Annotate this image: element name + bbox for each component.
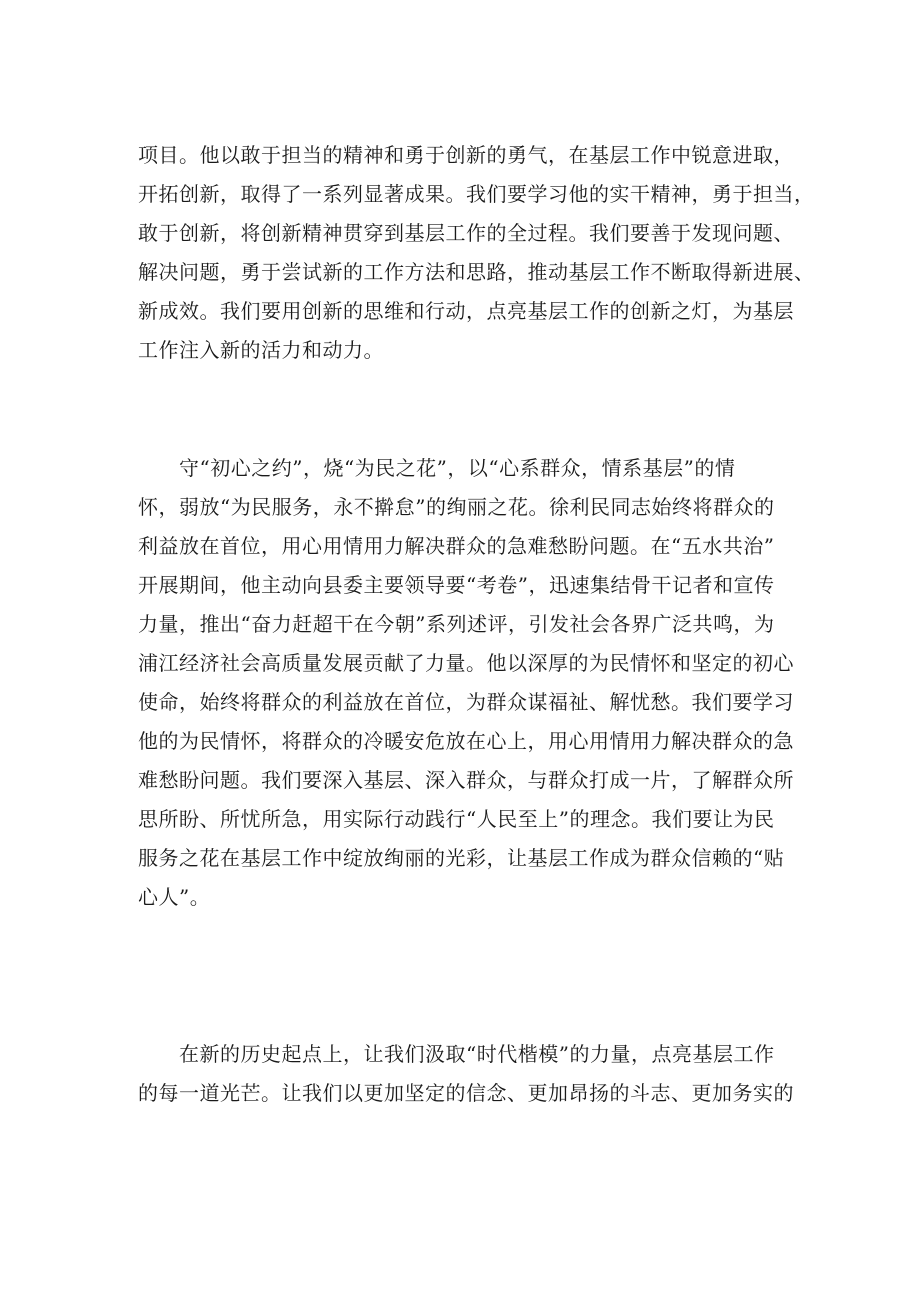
text-line: 守“初心之约”，烧“为民之花”，以“心系群众，情系基层”的情 <box>138 456 736 480</box>
text-line: 项目。他以敢于担当的精神和勇于创新的勇气，在基层工作中锐意进取， <box>138 143 794 167</box>
text-line: 开展期间，他主动向县委主要领导要“考卷”，迅速集结骨干记者和宣传 <box>138 573 775 597</box>
text-line: 服务之花在基层工作中绽放绚丽的光彩，让基层工作成为群众信赖的“贴 <box>138 846 785 870</box>
paragraph-3 <box>138 1035 798 1113</box>
text-line: 力量，推出“奋力赶超干在今朝”系列述评，引发社会各界广泛共鸣，为 <box>138 612 775 636</box>
text-line: 怀，弱放“为民服务，永不擀怠”的绚丽之花。徐利民同志始终将群众的 <box>138 495 775 519</box>
text-line: 心人”。 <box>138 885 211 909</box>
text-line: 利益放在首位，用心用情用力解决群众的急难愁盼问题。在“五水共治” <box>138 534 775 558</box>
text-line: 的每一道光芒。让我们以更加坚定的信念、更加昂扬的斗志、更加务实的 <box>138 1081 794 1105</box>
text-line: 工作注入新的活力和动力。 <box>138 338 384 362</box>
text-line: 在新的历史起点上，让我们汲取“时代楷模”的力量，点亮基层工作 <box>138 1042 775 1066</box>
text-line: 敢于创新，将创新精神贯穿到基层工作的全过程。我们要善于发现问题、 <box>138 221 794 245</box>
text-line: 浦江经济社会高质量发展贡献了力量。他以深厚的为民情怀和坚定的初心 <box>138 651 794 675</box>
text-line: 思所盼、所忧所急，用实际行动践行“人民至上”的理念。我们要让为民 <box>138 807 775 831</box>
text-line: 开拓创新，取得了一系列显著成果。我们要学习他的实干精神，勇于担当， <box>138 182 815 206</box>
text-line: 解决问题，勇于尝试新的工作方法和思路，推动基层工作不断取得新进展、 <box>138 260 815 284</box>
paragraph-2 <box>138 449 798 917</box>
text-line: 使命，始终将群众的利益放在首位，为群众谋福祉、解忧愁。我们要学习 <box>138 690 794 714</box>
text-line: 难愁盼问题。我们要深入基层、深入群众，与群众打成一片，了解群众所 <box>138 768 794 792</box>
paragraph-1 <box>138 136 815 370</box>
text-line: 新成效。我们要用创新的思维和行动，点亮基层工作的创新之灯，为基层 <box>138 299 794 323</box>
text-line: 他的为民情怀，将群众的冷暖安危放在心上，用心用情用力解决群众的急 <box>138 729 794 753</box>
